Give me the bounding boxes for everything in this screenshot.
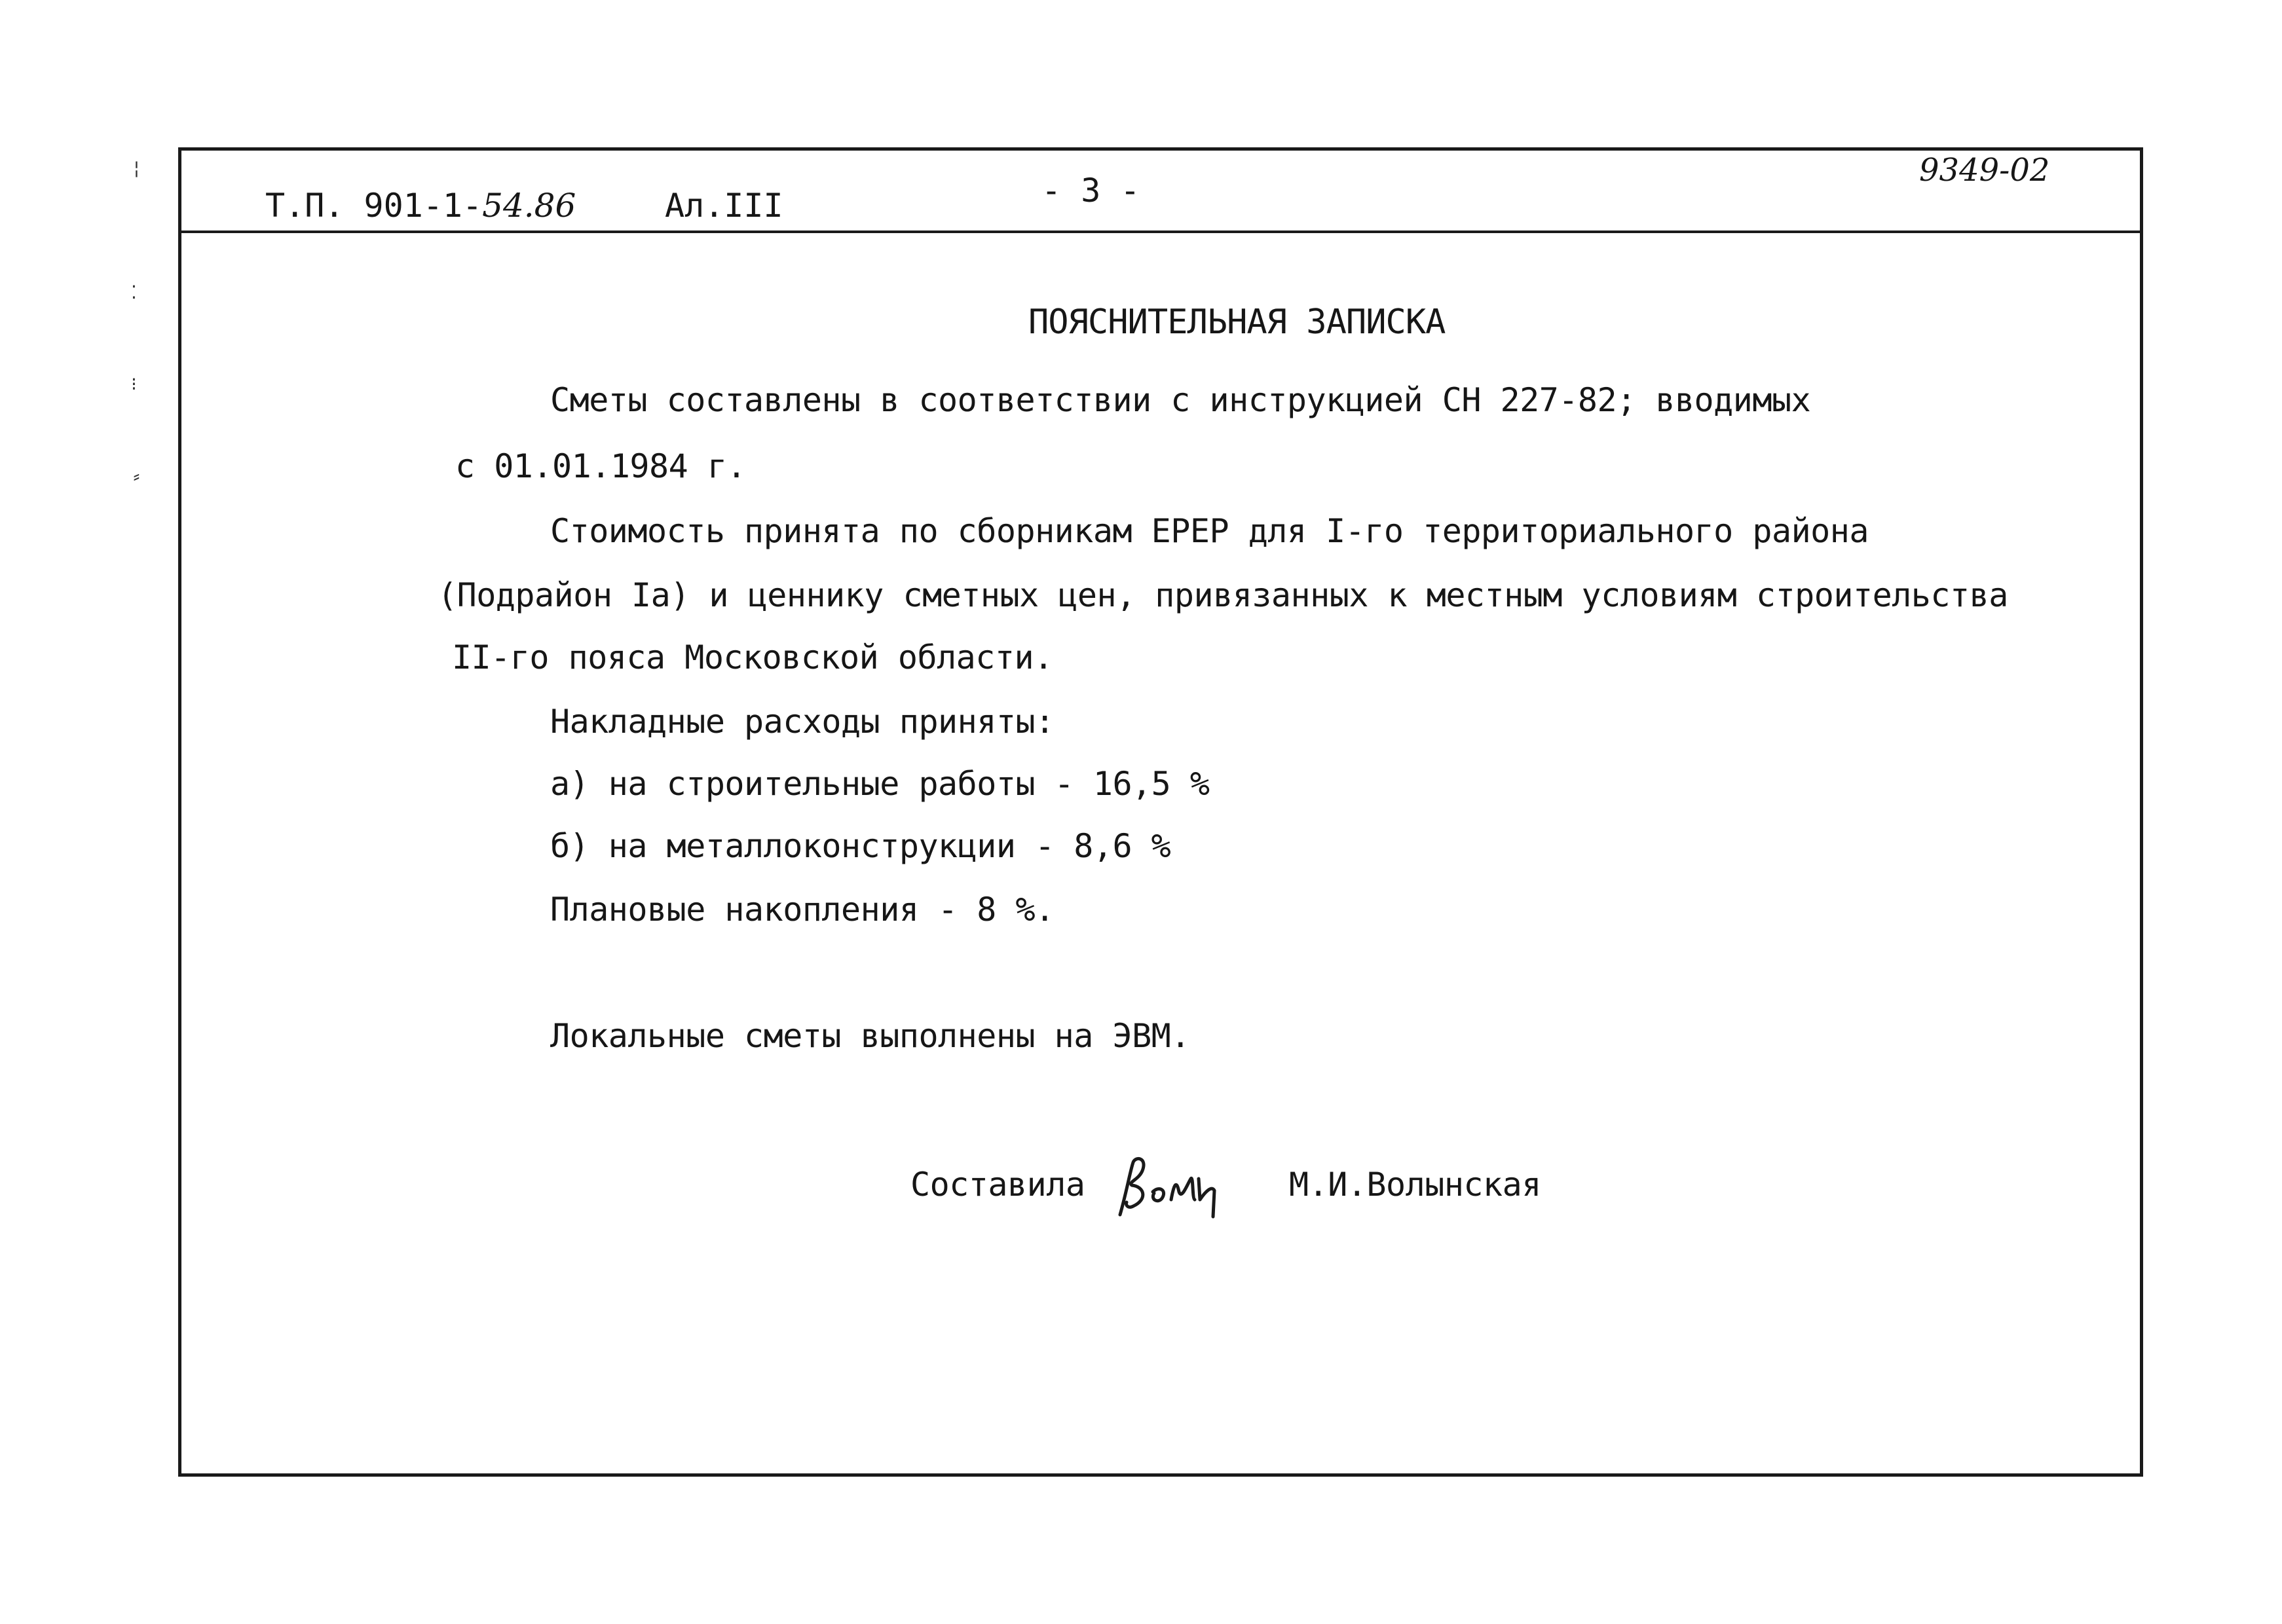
- margin-mark: ⸗: [131, 465, 142, 487]
- paragraph-line: Сметы составлены в соответствии с инструкцией СН 227-82; вводимых: [550, 381, 1811, 419]
- planned-savings: Плановые накопления - 8 %.: [550, 891, 1055, 929]
- computer-note: Локальные сметы выполнены на ЭВМ.: [550, 1017, 1190, 1055]
- overhead-item-a: а) на строительные работы - 16,5 %: [550, 765, 1210, 803]
- margin-mark: ⁚: [131, 282, 137, 303]
- header-divider: [178, 231, 2143, 233]
- signatory-name: М.И.Волынская: [1289, 1166, 1541, 1204]
- doc-code-typed: Т.П. 901-1-: [265, 187, 483, 225]
- paragraph-line: с 01.01.1984 г.: [455, 447, 747, 485]
- album-number: Ал.III: [665, 187, 783, 225]
- doc-code: [265, 187, 576, 225]
- handwritten-signature: [1113, 1153, 1231, 1225]
- archive-number: 9349-02: [1919, 152, 2050, 189]
- margin-marks: [131, 157, 157, 498]
- signature-label: Составила: [910, 1166, 1085, 1204]
- paragraph-line: Стоимость принята по сборникам ЕРЕР для I-го территориального района: [550, 512, 1869, 550]
- paragraph-line: II-го пояса Московской области.: [452, 638, 1053, 676]
- document-title: ПОЯСНИТЕЛЬНАЯ ЗАПИСКА: [1028, 303, 1446, 342]
- paragraph-line: (Подрайон Iа) и ценнику сметных цен, привязанных к местным условиям строительства: [438, 576, 2008, 614]
- doc-code-handwritten: 54.86: [482, 187, 576, 225]
- margin-mark: ⁝: [131, 373, 137, 395]
- overhead-heading: Накладные расходы приняты:: [550, 703, 1055, 741]
- document-frame: [178, 147, 2143, 1477]
- page-number: - 3 -: [1041, 172, 1140, 210]
- margin-mark: ¦: [131, 157, 142, 179]
- overhead-item-b: б) на металлоконструкции - 8,6 %: [550, 827, 1171, 865]
